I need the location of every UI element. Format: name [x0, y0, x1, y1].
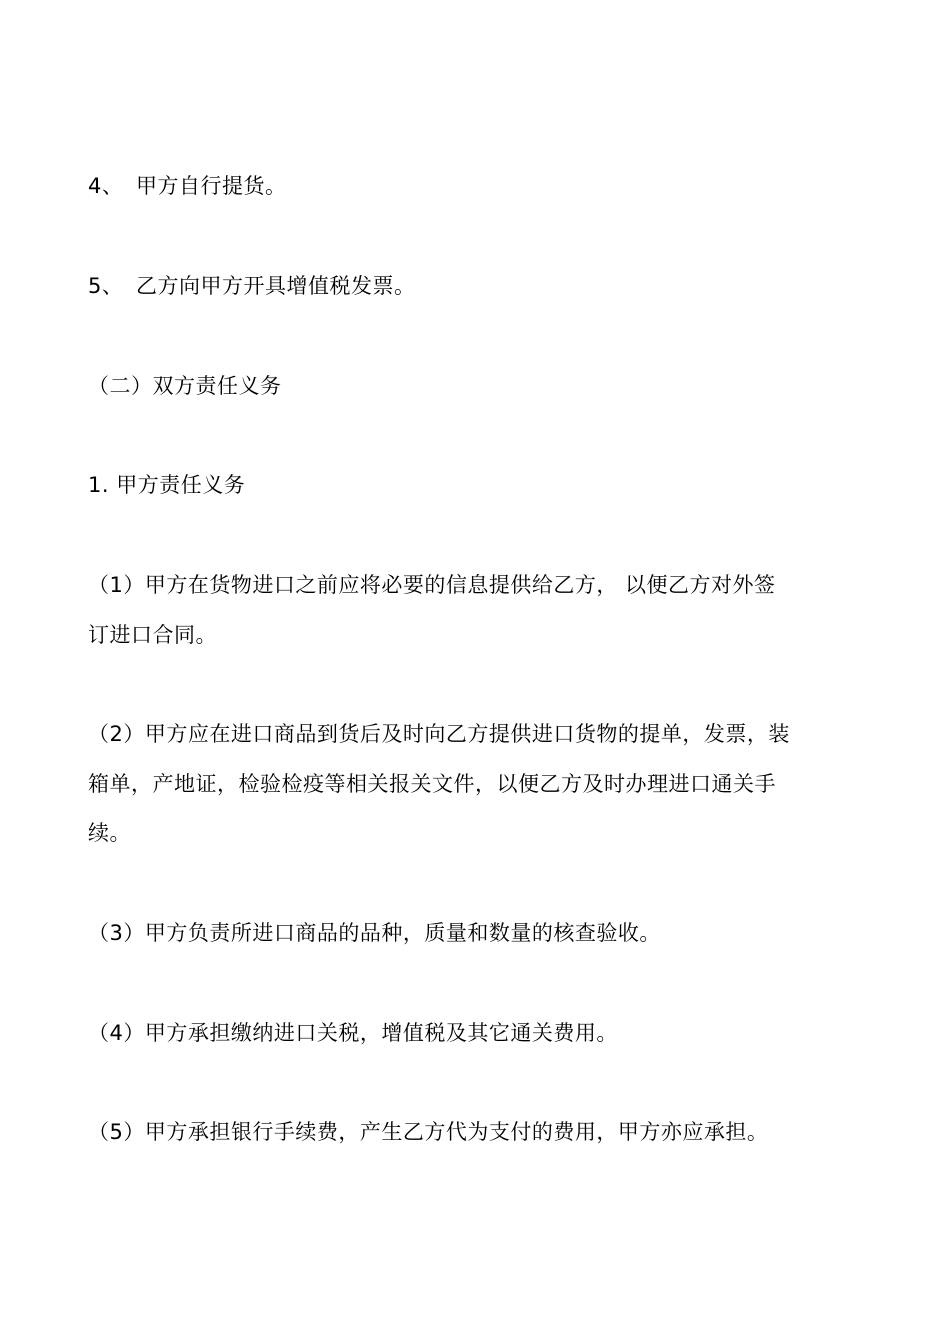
list-item-text: 乙方向甲方开具增值税发票。: [136, 274, 416, 298]
paragraph-2-line-3: 续。: [88, 821, 131, 845]
paragraph-3: （3）甲方负责所进口商品的品种，质量和数量的核查验收。: [88, 921, 661, 945]
paragraph-2-line-1: （2）甲方应在进口商品到货后及时向乙方提供进口货物的提单，发票，装: [88, 722, 790, 746]
list-item-number: 5、: [88, 274, 124, 298]
subsection-heading: 1. 甲方责任义务: [88, 473, 246, 497]
paragraph-2-line-2: 箱单，产地证，检验检疫等相关报关文件，以便乙方及时办理进口通关手: [88, 772, 776, 796]
paragraph-4: （4）甲方承担缴纳进口关税，增值税及其它通关费用。: [88, 1021, 618, 1045]
paragraph-5: （5）甲方承担银行手续费，产生乙方代为支付的费用，甲方亦应承担。: [88, 1120, 769, 1144]
section-heading: （二）双方责任义务: [88, 374, 282, 398]
list-item: [88, 273, 416, 299]
paragraph-1-line-1: （1）甲方在货物进口之前应将必要的信息提供给乙方， 以便乙方对外签: [88, 573, 776, 597]
list-item-number: 4、: [88, 174, 124, 198]
list-item-text: 甲方自行提货。: [136, 174, 287, 198]
paragraph-1-line-2: 订进口合同。: [88, 623, 217, 647]
list-item: [88, 173, 287, 199]
